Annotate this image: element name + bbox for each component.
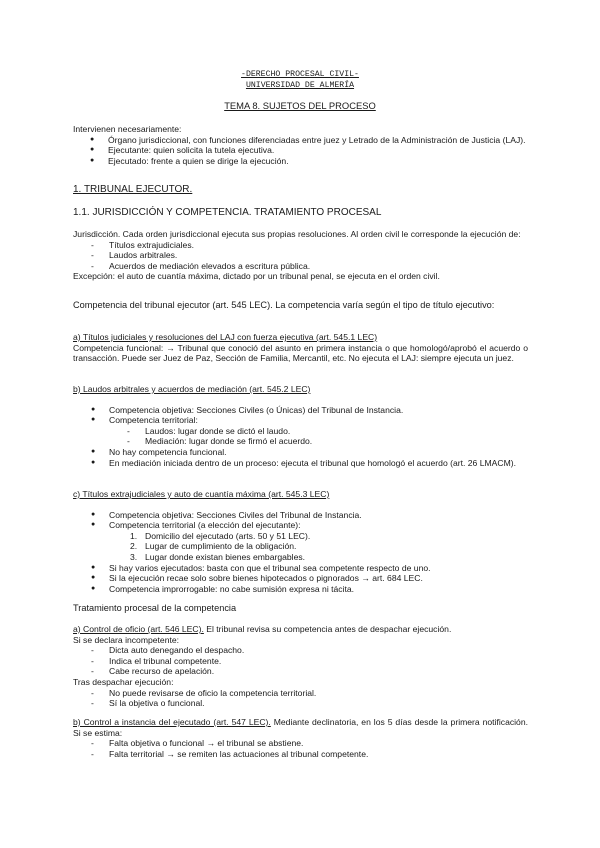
subsection-heading — [73, 208, 381, 219]
extrajudicial-list — [109, 510, 528, 595]
topic-name: TEMA 8. SUJETOS DEL PROCESO — [224, 100, 376, 111]
list-item: ● Ejecutado: frente a quien se dirige la ejecución. — [108, 156, 528, 167]
list-item: ● Competencia territorial: — [109, 415, 528, 426]
awards-block — [73, 384, 528, 468]
by-request-block — [73, 717, 528, 759]
by-request-heading: b) Control a instancia del ejecutado (art. 547 LEC). — [73, 717, 271, 727]
intro-lead: Intervienen necesariamente: — [73, 124, 182, 134]
course-name: -DERECHO PROCESAL CIVIL- — [241, 70, 359, 79]
numbered-item: 1. Domicilio del ejecutado (arts. 50 y 51 LEC). — [130, 530, 311, 541]
sub-list-item: - Laudos: lugar donde se dictó el laudo. — [145, 426, 528, 437]
subsection-title: 1.1. JURISDICCIÓN Y COMPETENCIA. TRATAMIENTO PROCESAL — [73, 207, 382, 218]
university-name: UNIVERSIDAD DE ALMERÍA — [245, 81, 355, 90]
section-title: 1. TRIBUNAL EJECUTOR. — [73, 184, 193, 195]
list-item: - Títulos extrajudiciales. — [109, 240, 528, 251]
by-request-text: Mediante declinatoria, en los 5 días desde la primera notificación. Si se estima: — [73, 717, 528, 738]
jurisdiction-exception: Excepción: el auto de cuantía máxima, dictado por un tribunal penal, se ejecuta en el orden civil. — [73, 271, 440, 282]
course-title — [0, 70, 600, 81]
ex-officio-heading: a) Control de oficio (art. 546 LEC). — [73, 624, 204, 634]
list-item: - Indica el tribunal competente. — [109, 656, 528, 667]
list-item: ● Si hay varios ejecutados: basta con que el tribunal sea competente respecto de uno. — [109, 563, 528, 574]
extrajudicial-block — [73, 489, 528, 594]
sub-list-item: - Mediación: lugar donde se firmó el acuerdo. — [145, 436, 528, 447]
list-item: ● Órgano jurisdiccional, con funciones diferenciadas entre juez y Letrado de la Administración de Justicia (LAJ). — [108, 135, 528, 146]
section-heading — [73, 185, 192, 196]
list-item: ● No hay competencia funcional. — [109, 447, 528, 458]
competence-intro — [73, 300, 528, 311]
intro-block — [73, 124, 528, 166]
topic-title — [0, 101, 600, 112]
jurisdiction-text: Jurisdicción. Cada orden jurisdiccional ejecuta sus propias resoluciones. Al orden civil le corresponde la ejecución de: — [73, 229, 521, 239]
list-item: ● Competencia objetiva: Secciones Civiles (o Únicas) del Tribunal de Instancia. — [109, 405, 528, 416]
treatment-heading — [73, 603, 236, 614]
list-item: - Laudos arbitrales. — [109, 250, 528, 261]
list-item: ● Competencia objetiva: Secciones Civiles del Tribunal de Instancia. — [109, 510, 528, 521]
awards-list — [109, 405, 528, 469]
list-item: - Sí la objetiva o funcional. — [109, 698, 528, 709]
judicial-titles-heading: a) Títulos judiciales y resoluciones del LAJ con fuerza ejecutiva (art. 545.1 LEC) — [73, 332, 378, 342]
list-item: ● En mediación iniciada dentro de un proceso: ejecuta el tribunal que homologó el acuerdo (art. 26 LMACM). — [109, 458, 528, 469]
by-request-lead — [73, 717, 528, 738]
list-item: - Cabe recurso de apelación. — [109, 666, 528, 677]
numbered-item: 2. Lugar de cumplimiento de la obligación. — [130, 541, 297, 552]
ex-officio-block — [73, 624, 528, 709]
numbered-item: 3. Lugar donde existan bienes embargables. — [130, 551, 306, 562]
list-item: ● Competencia improrrogable: no cabe sumisión expresa ni tácita. — [109, 584, 528, 595]
awards-heading: b) Laudos arbitrales y acuerdos de mediación (art. 545.2 LEC) — [73, 384, 311, 394]
ex-officio-list-2 — [109, 688, 528, 709]
judicial-titles-block — [73, 332, 528, 364]
list-item: - No puede revisarse de oficio la competencia territorial. — [109, 688, 528, 699]
list-item: - Acuerdos de mediación elevados a escritura pública. — [109, 261, 528, 272]
by-request-list — [109, 738, 528, 759]
extrajudicial-heading: c) Títulos extrajudiciales y auto de cuantía máxima (art. 545.3 LEC) — [73, 489, 330, 499]
ex-officio-lead — [73, 624, 528, 635]
university-title — [0, 81, 600, 92]
list-item: ● Competencia territorial (a elección del ejecutante): — [109, 520, 528, 531]
treatment-title: Tratamiento procesal de la competencia — [73, 603, 237, 613]
jurisdiction-block — [73, 229, 528, 282]
intro-list — [108, 135, 528, 167]
judicial-titles-text: Competencia funcional: → Tribunal que conoció del asunto en primera instancia o que homologó/aprobó el acuerdo o transacción. Puede ser Juez de Paz, Sección de Familia, Mercantil, etc. No ejecuta el LAJ: siempre ejecuta un juez. — [73, 342, 528, 364]
list-item: - Falta territorial → se remiten las actuaciones al tribunal competente. — [109, 749, 528, 760]
competence-text: Competencia del tribunal ejecutor (art. 545 LEC). La competencia varía según el tipo de título ejecutivo: — [73, 300, 495, 310]
list-item: - Dicta auto denegando el despacho. — [109, 645, 528, 656]
list-item: - Falta objetiva o funcional → el tribunal se abstiene. — [109, 738, 528, 749]
ex-officio-after: Tras despachar ejecución: — [73, 676, 174, 687]
list-item: ● Ejecutante: quien solicita la tutela ejecutiva. — [108, 145, 528, 156]
jurisdiction-list — [109, 240, 528, 272]
list-item: ● Si la ejecución recae solo sobre bienes hipotecados o pignorados → art. 684 LEC. — [109, 573, 528, 584]
ex-officio-list — [109, 645, 528, 677]
ex-officio-text: El tribunal revisa su competencia antes de despachar ejecución. — [203, 624, 452, 634]
ex-officio-line2: Si se declara incompetente: — [73, 634, 180, 645]
